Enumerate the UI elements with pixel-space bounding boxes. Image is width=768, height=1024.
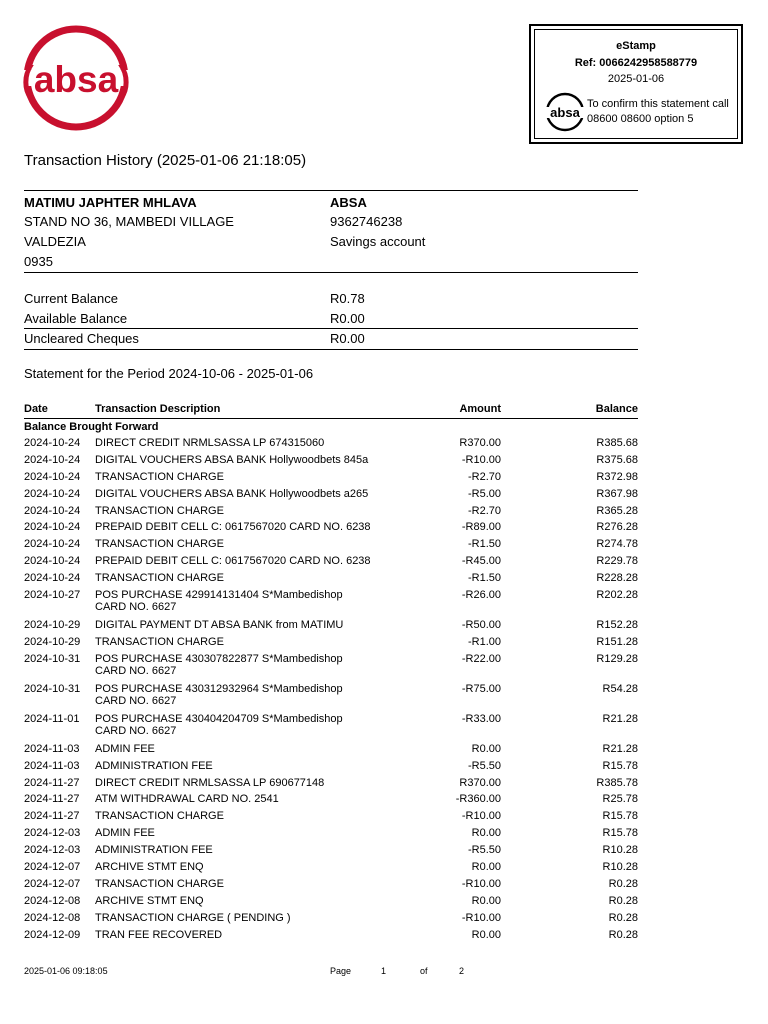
row-amount: -R45.00 (461, 555, 501, 568)
table-row (24, 711, 638, 741)
table-row (24, 587, 638, 617)
row-balance: R385.78 (596, 776, 638, 789)
table-row (24, 808, 638, 825)
row-description (95, 636, 425, 648)
footer-page-label: Page (330, 966, 352, 976)
row-description (95, 619, 425, 631)
row-description-line: ADMINISTRATION FEE (95, 844, 213, 857)
table-row (24, 553, 638, 570)
row-date: 2024-10-24 (24, 572, 81, 585)
row-amount: -R5.50 (467, 844, 501, 857)
table-row (24, 634, 638, 651)
row-amount: -R1.00 (467, 635, 501, 648)
row-description (95, 454, 425, 466)
row-balance: R385.68 (596, 437, 638, 449)
table-row (24, 893, 638, 910)
row-description (95, 713, 425, 737)
table-row (24, 486, 638, 503)
row-date: 2024-11-27 (24, 810, 80, 823)
row-balance: R21.28 (602, 742, 638, 755)
row-description-line: PREPAID DEBIT CELL C: 0617567020 CARD NO. 6238 (95, 555, 371, 568)
row-amount: -R2.70 (467, 470, 501, 483)
postal-code: 0935 (24, 254, 53, 269)
row-balance: R10.28 (602, 861, 638, 874)
table-row (24, 452, 638, 469)
row-balance: R10.28 (602, 844, 638, 857)
header-amount: Amount (459, 403, 501, 415)
row-amount: R370.00 (459, 437, 501, 449)
row-description-line: TRANSACTION CHARGE (95, 538, 224, 551)
row-date: 2024-10-29 (24, 635, 81, 648)
table-row (24, 758, 638, 775)
row-date: 2024-12-08 (24, 911, 81, 924)
row-date: 2024-10-29 (24, 619, 81, 632)
page-title: Transaction History (2025-01-06 21:18:05) (24, 152, 307, 169)
row-date: 2024-12-03 (24, 827, 81, 840)
footer-page-number: 1 (381, 966, 387, 976)
row-amount: R0.00 (471, 894, 501, 907)
estamp-ref: Ref: 0066242958588779 (574, 57, 698, 69)
row-description (95, 555, 425, 567)
estamp-box (529, 24, 743, 144)
row-date: 2024-11-27 (24, 776, 80, 789)
table-row (24, 910, 638, 927)
table-header (24, 401, 638, 419)
row-description-line: POS PURCHASE 430404204709 S*Mambedishop (95, 712, 343, 725)
row-amount: -R50.00 (461, 619, 501, 632)
row-description (95, 505, 425, 517)
row-date: 2024-10-24 (24, 437, 81, 449)
estamp-date: 2025-01-06 (607, 73, 665, 85)
row-description-line: POS PURCHASE 430312932964 S*Mambedishop (95, 682, 343, 695)
estamp-logo (543, 92, 587, 132)
address-line2: VALDEZIA (24, 234, 86, 249)
row-description-line: CARD NO. 6627 (95, 664, 177, 677)
row-date: 2024-10-24 (24, 487, 81, 500)
row-description (95, 878, 425, 890)
row-date: 2024-10-24 (24, 504, 81, 517)
transaction-rows (24, 435, 638, 943)
account-number: 9362746238 (330, 214, 403, 229)
row-balance: R15.78 (602, 759, 638, 772)
row-balance: R202.28 (596, 589, 638, 602)
row-description (95, 437, 425, 449)
row-description (95, 760, 425, 772)
row-description-line: TRANSACTION CHARGE (95, 810, 224, 823)
divider (24, 190, 638, 191)
row-description-line: CARD NO. 6627 (95, 601, 177, 614)
row-description (95, 912, 425, 924)
row-date: 2024-11-01 (24, 712, 80, 725)
row-amount: -R10.00 (461, 810, 501, 823)
row-amount: -R5.50 (467, 759, 501, 772)
row-amount: -R5.00 (467, 487, 501, 500)
table-row (24, 536, 638, 553)
row-date: 2024-11-27 (24, 793, 80, 806)
svg-text:absa: absa (550, 105, 580, 120)
table-row (24, 570, 638, 587)
row-description-line: TRANSACTION CHARGE (95, 572, 224, 585)
row-description-line: POS PURCHASE 430307822877 S*Mambedishop (95, 652, 343, 665)
row-balance: R372.98 (596, 470, 638, 483)
footer-of-label: of (420, 966, 428, 976)
row-balance: R0.28 (608, 911, 638, 924)
table-row (24, 681, 638, 711)
table-row (24, 859, 638, 876)
estamp-message: To confirm this statement call 08600 08600 option 5 (587, 98, 729, 125)
header-balance: Balance (595, 403, 638, 415)
row-description (95, 743, 425, 755)
row-balance: R54.28 (602, 682, 638, 695)
current-balance-row: Current Balance R0.78 (24, 291, 365, 306)
row-description-line: DIRECT CREDIT NRMLSASSA LP 690677148 (95, 776, 325, 789)
row-date: 2024-12-08 (24, 894, 81, 907)
row-amount: -R360.00 (455, 793, 501, 806)
header-description: Transaction Description (95, 403, 221, 415)
row-description-line: ATM WITHDRAWAL CARD NO. 2541 (95, 793, 279, 806)
row-description (95, 653, 425, 677)
row-date: 2024-12-07 (24, 861, 81, 874)
row-balance: R15.78 (602, 827, 638, 840)
balance-brought-forward: Balance Brought Forward (24, 421, 159, 433)
row-date: 2024-10-31 (24, 682, 81, 695)
row-description-line: DIGITAL VOUCHERS ABSA BANK Hollywoodbets 845a (95, 453, 369, 466)
uncleared-cheques-row: Uncleared Cheques R0.00 (24, 329, 638, 350)
row-amount: -R33.00 (461, 712, 501, 725)
row-description (95, 777, 425, 789)
row-description-line: ARCHIVE STMT ENQ (95, 861, 204, 874)
divider (24, 272, 638, 273)
row-description (95, 793, 425, 805)
row-balance: R129.28 (596, 652, 638, 665)
row-amount: -R10.00 (461, 877, 501, 890)
row-amount: -R10.00 (461, 453, 501, 466)
row-balance: R0.28 (608, 928, 638, 941)
table-row (24, 469, 638, 486)
transaction-table (24, 401, 638, 943)
row-description-line: CARD NO. 6627 (95, 694, 177, 707)
row-date: 2024-10-24 (24, 453, 81, 466)
row-amount: -R1.50 (467, 572, 501, 585)
row-description-line: TRANSACTION CHARGE (95, 635, 224, 648)
table-row (24, 791, 638, 808)
address-line1: STAND NO 36, MAMBEDI VILLAGE (24, 214, 234, 229)
row-description-line: ADMIN FEE (95, 742, 155, 755)
row-description-line: TRANSACTION CHARGE (95, 504, 224, 517)
row-amount: -R10.00 (461, 911, 501, 924)
row-amount: -R89.00 (461, 521, 501, 534)
table-row (24, 775, 638, 792)
customer-name: MATIMU JAPHTER MHLAVA (24, 195, 197, 210)
bank-name: ABSA (330, 195, 367, 210)
table-row (24, 825, 638, 842)
row-description-line: ADMINISTRATION FEE (95, 759, 213, 772)
row-description (95, 589, 425, 613)
absa-logo (22, 24, 130, 132)
table-row (24, 519, 638, 536)
row-description-line: DIGITAL VOUCHERS ABSA BANK Hollywoodbets a265 (95, 487, 369, 500)
row-amount: R370.00 (459, 776, 501, 789)
row-amount: -R75.00 (461, 682, 501, 695)
available-balance-row: Available Balance R0.00 (24, 309, 638, 330)
row-balance: R15.78 (602, 810, 638, 823)
row-date: 2024-12-07 (24, 877, 81, 890)
row-date: 2024-11-03 (24, 759, 80, 772)
row-amount: -R26.00 (461, 589, 501, 602)
account-type: Savings account (330, 234, 426, 249)
row-date: 2024-10-31 (24, 652, 81, 665)
row-description-line: TRAN FEE RECOVERED (95, 928, 223, 941)
row-date: 2024-11-03 (24, 742, 80, 755)
row-balance: R276.28 (596, 521, 638, 534)
estamp-title: eStamp (616, 40, 656, 52)
svg-text:(absa): (absa) (22, 59, 130, 100)
row-amount: R0.00 (471, 928, 501, 941)
row-description-line: TRANSACTION CHARGE (95, 877, 224, 890)
row-description (95, 861, 425, 873)
row-description (95, 538, 425, 550)
row-date: 2024-10-24 (24, 521, 81, 534)
row-description-line: DIRECT CREDIT NRMLSASSA LP 674315060 (95, 437, 325, 449)
row-balance: R152.28 (596, 619, 638, 632)
table-row (24, 651, 638, 681)
row-date: 2024-10-24 (24, 555, 81, 568)
row-balance: R21.28 (602, 712, 638, 725)
row-description-line: ADMIN FEE (95, 827, 155, 840)
row-balance: R365.28 (596, 504, 638, 517)
row-description (95, 827, 425, 839)
row-amount: R0.00 (471, 827, 501, 840)
row-balance: R0.28 (608, 894, 638, 907)
row-description (95, 810, 425, 822)
row-description-line: ARCHIVE STMT ENQ (95, 894, 204, 907)
row-description (95, 471, 425, 483)
header-date: Date (24, 403, 48, 415)
row-description-line: CARD NO. 6627 (95, 724, 177, 737)
row-description-line: TRANSACTION CHARGE (95, 470, 224, 483)
row-balance: R367.98 (596, 487, 638, 500)
row-date: 2024-10-24 (24, 538, 81, 551)
statement-period: Statement for the Period 2024-10-06 - 2025-01-06 (24, 366, 314, 381)
row-description-line: DIGITAL PAYMENT DT ABSA BANK from MATIMU (95, 619, 344, 632)
row-amount: -R2.70 (467, 504, 501, 517)
row-amount: R0.00 (471, 861, 501, 874)
row-date: 2024-10-24 (24, 470, 81, 483)
row-description-line: PREPAID DEBIT CELL C: 0617567020 CARD NO. 6238 (95, 521, 371, 534)
table-row (24, 876, 638, 893)
row-amount: R0.00 (471, 742, 501, 755)
table-row (24, 435, 638, 452)
row-date: 2024-10-27 (24, 589, 81, 602)
table-row (24, 503, 638, 520)
row-date: 2024-12-03 (24, 844, 81, 857)
footer-timestamp: 2025-01-06 09:18:05 (24, 966, 108, 976)
table-row (24, 842, 638, 859)
row-balance: R274.78 (596, 538, 638, 551)
row-description (95, 572, 425, 584)
row-amount: -R22.00 (461, 652, 501, 665)
row-balance: R228.28 (596, 572, 638, 585)
table-row (24, 617, 638, 634)
row-description (95, 488, 425, 500)
table-row (24, 741, 638, 758)
row-description-line: POS PURCHASE 429914131404 S*Mambedishop (95, 589, 343, 602)
row-date: 2024-12-09 (24, 928, 81, 941)
row-balance: R151.28 (596, 635, 638, 648)
row-balance: R0.28 (608, 877, 638, 890)
row-description (95, 844, 425, 856)
row-balance: R375.68 (596, 453, 638, 466)
row-description (95, 929, 425, 941)
row-description (95, 683, 425, 707)
row-amount: -R1.50 (467, 538, 501, 551)
row-description (95, 521, 425, 533)
row-balance: R25.78 (602, 793, 638, 806)
footer-total-pages: 2 (459, 966, 465, 976)
table-row (24, 927, 638, 944)
row-description-line: TRANSACTION CHARGE ( PENDING ) (95, 911, 291, 924)
balance-summary (24, 289, 638, 350)
row-balance: R229.78 (596, 555, 638, 568)
row-description (95, 895, 425, 907)
